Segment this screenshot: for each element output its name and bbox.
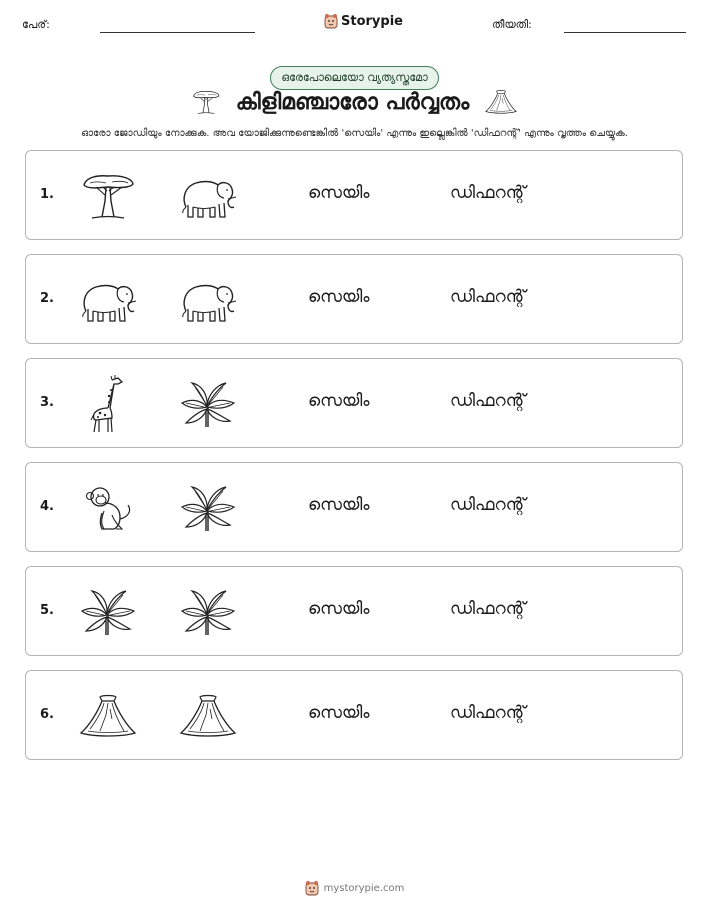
question-row-5 <box>25 566 683 656</box>
elephant-icon <box>178 275 238 325</box>
same-option[interactable]: സെയിം <box>308 599 370 619</box>
monkey-icon <box>78 483 138 533</box>
question-row-2 <box>25 254 683 344</box>
volcano-icon <box>483 88 519 116</box>
question-row-6 <box>25 670 683 760</box>
name-field[interactable] <box>100 32 255 33</box>
row-number: 5. <box>40 603 54 618</box>
worksheet-badge: ഒരേപോലെയോ വ്യത്യസ്തമോ <box>270 66 438 90</box>
footer-url[interactable]: mystorypie.com <box>323 882 405 894</box>
row-number: 3. <box>40 395 54 410</box>
elephant-icon <box>178 171 238 221</box>
brand-name: Storypie <box>341 13 403 29</box>
name-label: പേര്: <box>22 18 50 31</box>
row-number: 4. <box>40 499 54 514</box>
brand-logo <box>324 13 403 29</box>
same-option[interactable]: സെയിം <box>308 183 370 203</box>
storypie-logo-icon <box>305 880 319 896</box>
row-number: 2. <box>40 291 54 306</box>
question-row-3 <box>25 358 683 448</box>
row-number: 1. <box>40 187 54 202</box>
acacia-tree-icon <box>78 171 138 221</box>
different-option[interactable]: ഡിഫറന്റ് <box>450 703 526 723</box>
different-option[interactable]: ഡിഫറന്റ് <box>450 495 526 515</box>
question-row-1 <box>25 150 683 240</box>
banana-plant-icon <box>178 379 238 429</box>
different-option[interactable]: ഡിഫറന്റ് <box>450 287 526 307</box>
elephant-icon <box>78 275 138 325</box>
date-label: തീയതി: <box>492 18 532 31</box>
acacia-tree-icon <box>190 89 222 115</box>
page-title: കിളിമഞ്ചാരോ പർവ്വതം <box>235 89 470 115</box>
same-option[interactable]: സെയിം <box>308 287 370 307</box>
same-option[interactable]: സെയിം <box>308 391 370 411</box>
question-row-4 <box>25 462 683 552</box>
different-option[interactable]: ഡിഫറന്റ് <box>450 391 526 411</box>
instructions: ഓരോ ജോഡിയും നോക്കുക. അവ യോജിക്കുന്നുണ്ടെങ്കിൽ 'സെയിം' എന്നും ഇല്ലെങ്കിൽ 'ഡിഫറന്റ്' എന്നും വൃത്തം ചെയ്യുക. <box>81 128 628 139</box>
same-option[interactable]: സെയിം <box>308 495 370 515</box>
volcano-icon <box>178 691 238 741</box>
date-field[interactable] <box>564 32 686 33</box>
different-option[interactable]: ഡിഫറന്റ് <box>450 599 526 619</box>
giraffe-icon <box>78 374 138 434</box>
footer <box>0 880 709 896</box>
banana-plant-icon <box>78 587 138 637</box>
same-option[interactable]: സെയിം <box>308 703 370 723</box>
storypie-logo-icon <box>324 13 338 29</box>
row-number: 6. <box>40 707 54 722</box>
banana-plant-icon <box>178 587 238 637</box>
banana-plant-icon <box>178 483 238 533</box>
different-option[interactable]: ഡിഫറന്റ് <box>450 183 526 203</box>
volcano-icon <box>78 691 138 741</box>
